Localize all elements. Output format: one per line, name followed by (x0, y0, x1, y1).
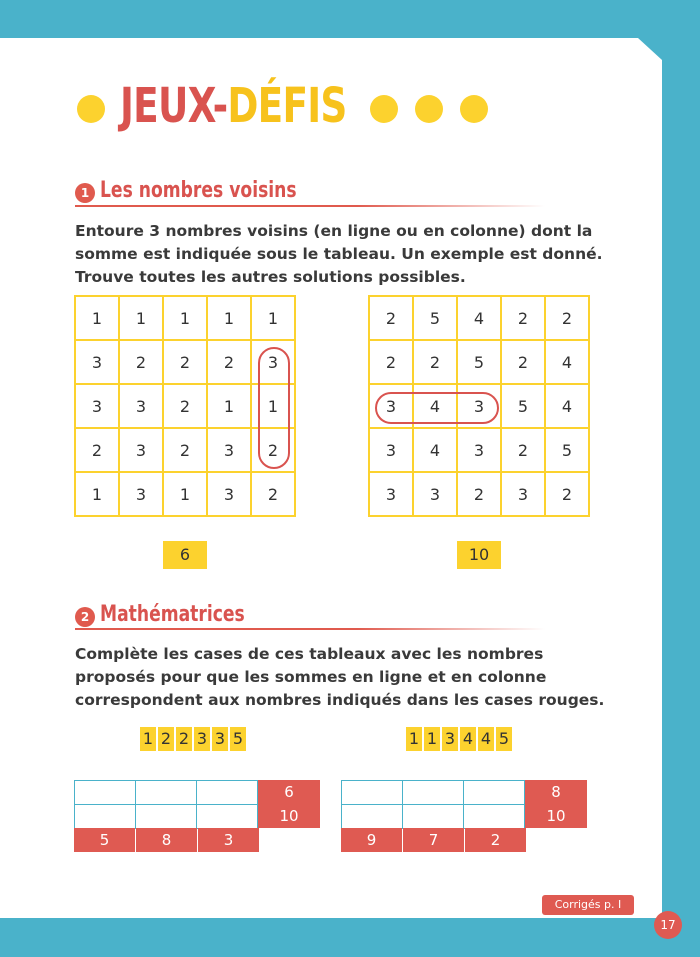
proposed-number: 3 (442, 727, 458, 751)
grid-left-cell[interactable]: 2 (163, 340, 207, 384)
matrix-input-cell[interactable] (74, 780, 136, 805)
section-1-number: 1 (75, 183, 95, 203)
grid-left-cell[interactable]: 3 (119, 472, 163, 516)
proposed-number: 2 (158, 727, 174, 751)
matrix-input-cell[interactable] (74, 804, 136, 829)
matrix-input-cell[interactable] (341, 804, 403, 829)
matrix-input-cell[interactable] (135, 780, 197, 805)
target-sum-right: 10 (457, 541, 501, 569)
column-sum-cell: 9 (341, 828, 402, 852)
grid-right-cell[interactable]: 3 (369, 428, 413, 472)
matrix-input-cell[interactable] (135, 804, 197, 829)
column-sum-cell: 8 (136, 828, 197, 852)
matrix-input-cell[interactable] (463, 780, 525, 805)
grid-left-cell[interactable]: 1 (207, 384, 251, 428)
grid-right-cell[interactable]: 4 (413, 428, 457, 472)
target-sum-left: 6 (163, 541, 207, 569)
grid-right-cell[interactable]: 2 (501, 296, 545, 340)
grid-right-cell[interactable]: 4 (413, 384, 457, 428)
proposed-numbers-left (140, 727, 246, 751)
grid-left-cell[interactable]: 1 (207, 296, 251, 340)
title-dot-4 (460, 95, 488, 123)
proposed-number: 1 (406, 727, 422, 751)
grid-right-cell[interactable]: 2 (501, 340, 545, 384)
grid-right-cell[interactable]: 5 (501, 384, 545, 428)
grid-right-cell[interactable]: 3 (457, 428, 501, 472)
row-sum-cell: 6 (258, 780, 320, 804)
proposed-number: 4 (478, 727, 494, 751)
matrix-input-cell[interactable] (341, 780, 403, 805)
grid-left-cell[interactable]: 2 (251, 428, 295, 472)
matrix-input-cell[interactable] (402, 780, 464, 805)
grid-right-cell[interactable]: 2 (545, 472, 589, 516)
grid-right-cell[interactable]: 2 (369, 296, 413, 340)
grid-right-cell[interactable]: 4 (545, 340, 589, 384)
proposed-number: 3 (212, 727, 228, 751)
proposed-number: 4 (460, 727, 476, 751)
proposed-number: 3 (194, 727, 210, 751)
grid-left-cell[interactable]: 3 (207, 472, 251, 516)
proposed-number: 2 (176, 727, 192, 751)
column-sum-cell: 2 (465, 828, 526, 852)
grid-left-cell[interactable]: 2 (207, 340, 251, 384)
row-sum-cell: 8 (525, 780, 587, 804)
section-2-instructions: Complète les cases de ces tableaux avec les nombres proposés pour que les sommes en ligne et en colonne correspondent aux nombres indiqués dans les cases rouges. (75, 645, 605, 709)
grid-right-cell[interactable]: 3 (501, 472, 545, 516)
grid-right-cell[interactable]: 2 (457, 472, 501, 516)
matrix-input-cell[interactable] (463, 804, 525, 829)
matrix-right (341, 780, 587, 852)
row-sum-cell: 10 (525, 804, 587, 828)
column-sum-cell: 5 (74, 828, 135, 852)
grid-left-cell[interactable]: 1 (75, 472, 119, 516)
section-2-title: Mathématrices (100, 602, 245, 627)
example-circle-vertical (258, 347, 290, 469)
grid-left-cell[interactable]: 1 (75, 296, 119, 340)
title-dot-2 (370, 95, 398, 123)
section-1-instructions: Entoure 3 nombres voisins (en ligne ou en colonne) dont la somme est indiquée sous le tableau. Un exemple est donné. Trouve toutes les autres solutions possibles. (75, 222, 603, 286)
proposed-number: 1 (140, 727, 156, 751)
proposed-number: 1 (424, 727, 440, 751)
grid-right-cell[interactable]: 5 (457, 340, 501, 384)
grid-left-cell[interactable]: 3 (75, 384, 119, 428)
grid-right-cell[interactable]: 3 (369, 472, 413, 516)
matrix-input-cell[interactable] (196, 804, 258, 829)
grid-left-cell[interactable]: 1 (163, 296, 207, 340)
title-dot-1 (77, 95, 105, 123)
grid-right-cell[interactable]: 5 (413, 296, 457, 340)
grid-right-cell[interactable]: 3 (413, 472, 457, 516)
grid-right-cell[interactable]: 3 (457, 384, 501, 428)
grid-left-cell[interactable]: 2 (163, 384, 207, 428)
grid-left-cell[interactable]: 3 (119, 384, 163, 428)
grid-right-cell[interactable]: 5 (545, 428, 589, 472)
grid-left-cell[interactable]: 2 (75, 428, 119, 472)
grid-right-cell[interactable]: 2 (501, 428, 545, 472)
page-number: 17 (654, 911, 682, 939)
example-circle-horizontal (375, 392, 499, 424)
page-title: JEUX-DÉFIS (120, 78, 347, 134)
grid-left-cell[interactable]: 3 (75, 340, 119, 384)
grid-right-cell[interactable]: 4 (457, 296, 501, 340)
matrix-input-cell[interactable] (196, 780, 258, 805)
grid-left-cell[interactable]: 2 (251, 472, 295, 516)
row-sum-cell: 10 (258, 804, 320, 828)
column-sum-cell: 3 (198, 828, 259, 852)
proposed-numbers-right (406, 727, 512, 751)
section-2-number: 2 (75, 607, 95, 627)
grid-left-cell[interactable]: 3 (207, 428, 251, 472)
title-dot-3 (415, 95, 443, 123)
grid-left-cell[interactable]: 2 (119, 340, 163, 384)
matrix-left (74, 780, 320, 852)
proposed-number: 5 (230, 727, 246, 751)
section-1-title: Les nombres voisins (100, 178, 297, 203)
grid-right-cell[interactable]: 4 (545, 384, 589, 428)
grid-left-cell[interactable]: 3 (251, 340, 295, 384)
grid-right-cell[interactable]: 2 (413, 340, 457, 384)
grid-left-cell[interactable]: 1 (251, 384, 295, 428)
section-1-underline (75, 205, 545, 207)
grid-right-cell[interactable]: 2 (545, 296, 589, 340)
grid-right-cell[interactable]: 2 (369, 340, 413, 384)
matrix-input-cell[interactable] (402, 804, 464, 829)
grid-right-cell[interactable]: 3 (369, 384, 413, 428)
section-2-underline (75, 628, 545, 630)
grid-left-cell[interactable]: 3 (119, 428, 163, 472)
grid-left-cell[interactable]: 1 (119, 296, 163, 340)
grid-left-cell[interactable]: 1 (163, 472, 207, 516)
proposed-number: 5 (496, 727, 512, 751)
grid-left-cell[interactable]: 2 (163, 428, 207, 472)
column-sum-cell: 7 (403, 828, 464, 852)
corrections-badge: Corrigés p. I (542, 895, 634, 915)
grid-left-cell[interactable]: 1 (251, 296, 295, 340)
